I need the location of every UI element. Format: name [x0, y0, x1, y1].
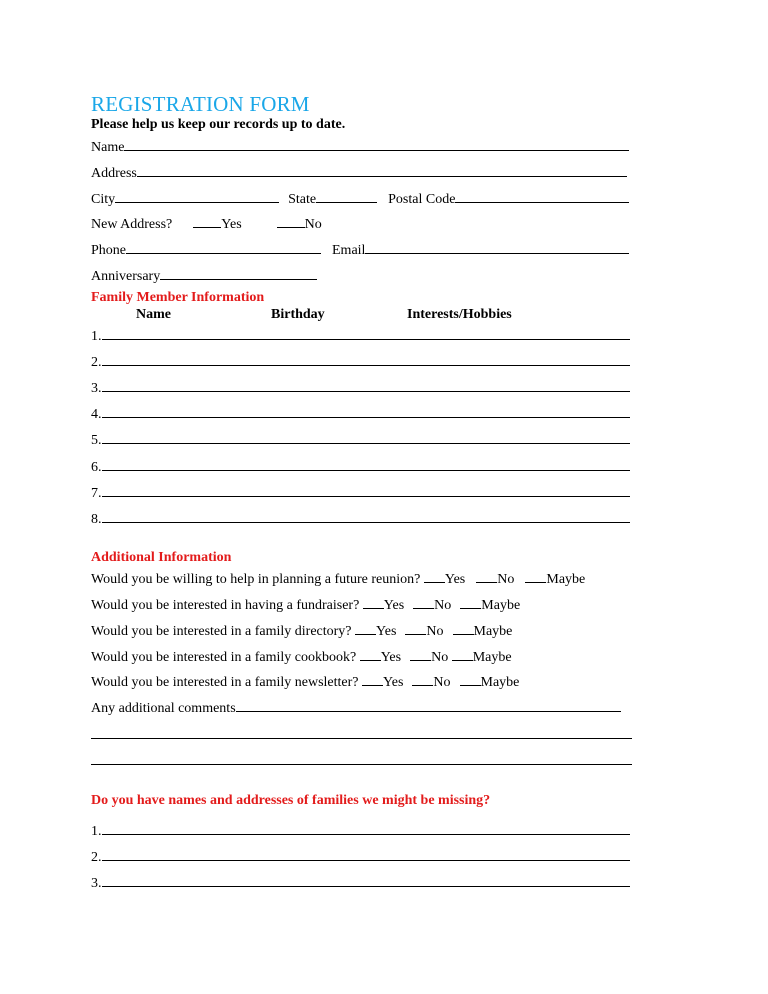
city-label: City [91, 192, 116, 207]
postal-code-label: Postal Code [388, 192, 456, 207]
family-row-number: 4. [91, 407, 102, 422]
missing-row [91, 872, 630, 890]
name-field[interactable] [124, 136, 629, 151]
newsletter-no-blank[interactable] [412, 671, 433, 686]
new-address-label: New Address? [91, 217, 173, 232]
family-row-field[interactable] [102, 377, 630, 392]
email-field[interactable] [365, 239, 629, 254]
newsletter-question-row [91, 671, 519, 689]
newsletter-yes-label: Yes [383, 675, 404, 690]
comments-row [91, 697, 621, 715]
cookbook-maybe-blank[interactable] [452, 646, 473, 661]
state-field[interactable] [316, 188, 377, 203]
family-row [91, 325, 630, 343]
family-row-field[interactable] [102, 325, 630, 340]
cookbook-question: Would you be interested in a family cookbook? [91, 650, 357, 665]
city-field[interactable] [115, 188, 279, 203]
form-title: REGISTRATION FORM [91, 92, 310, 116]
family-row-field[interactable] [102, 482, 630, 497]
directory-question-row [91, 620, 512, 638]
phone-label: Phone [91, 243, 126, 258]
directory-no-blank[interactable] [405, 620, 426, 635]
family-col-name: Name [136, 307, 171, 322]
anniversary-label: Anniversary [91, 269, 161, 284]
family-row-number: 2. [91, 355, 102, 370]
missing-row-field[interactable] [102, 846, 630, 861]
family-row-field[interactable] [102, 508, 630, 523]
phone-field[interactable] [126, 239, 321, 254]
additional-section-heading: Additional Information [91, 550, 232, 565]
cookbook-yes-label: Yes [380, 650, 402, 665]
reunion-yes-label: Yes [444, 572, 466, 587]
address-label: Address [91, 166, 137, 181]
reunion-question-row [91, 568, 585, 586]
fundraiser-no-label: No [434, 598, 452, 613]
cookbook-yes-blank[interactable] [360, 646, 381, 661]
directory-maybe-label: Maybe [473, 624, 513, 639]
fundraiser-question-row [91, 594, 520, 612]
reunion-question: Would you be willing to help in planning a future reunion? [91, 572, 421, 587]
new-address-yes-label: Yes [221, 217, 242, 232]
address-row [91, 162, 627, 180]
fundraiser-question: Would you be interested in having a fundraiser? [91, 598, 360, 613]
reunion-no-label: No [497, 572, 515, 587]
new-address-row [91, 213, 322, 231]
directory-question: Would you be interested in a family directory? [91, 624, 352, 639]
cookbook-maybe-label: Maybe [472, 650, 512, 665]
family-row-number: 3. [91, 381, 102, 396]
cookbook-question-row [91, 646, 512, 664]
cookbook-no-label: No [431, 650, 449, 665]
postal-code-field[interactable] [455, 188, 629, 203]
reunion-yes-blank[interactable] [424, 568, 445, 583]
anniversary-row [91, 265, 317, 283]
newsletter-no-label: No [433, 675, 451, 690]
newsletter-question: Would you be interested in a family newsletter? [91, 675, 359, 690]
newsletter-maybe-blank[interactable] [460, 671, 481, 686]
family-row [91, 403, 630, 421]
newsletter-maybe-label: Maybe [480, 675, 520, 690]
directory-yes-blank[interactable] [355, 620, 376, 635]
missing-row-field[interactable] [102, 872, 630, 887]
missing-row-number: 2. [91, 850, 102, 865]
family-row-field[interactable] [102, 456, 630, 471]
family-col-birthday: Birthday [271, 307, 325, 322]
phone-email-row [91, 239, 629, 257]
directory-maybe-blank[interactable] [453, 620, 474, 635]
city-state-postal-row [91, 188, 629, 206]
new-address-no-blank[interactable] [277, 213, 305, 228]
family-row-field[interactable] [102, 429, 630, 444]
missing-row-field[interactable] [102, 820, 630, 835]
missing-row [91, 846, 630, 864]
family-row-number: 6. [91, 460, 102, 475]
name-label: Name [91, 140, 125, 155]
reunion-no-blank[interactable] [476, 568, 497, 583]
missing-row [91, 820, 630, 838]
family-row-field[interactable] [102, 403, 630, 418]
fundraiser-maybe-blank[interactable] [460, 594, 481, 609]
family-row-number: 7. [91, 486, 102, 501]
newsletter-yes-blank[interactable] [362, 671, 383, 686]
reunion-maybe-blank[interactable] [525, 568, 546, 583]
cookbook-no-blank[interactable] [410, 646, 431, 661]
comments-label: Any additional comments [91, 701, 236, 716]
family-row [91, 508, 630, 526]
new-address-yes-blank[interactable] [193, 213, 221, 228]
name-row [91, 136, 629, 154]
family-row [91, 456, 630, 474]
comments-line-3[interactable] [91, 750, 632, 765]
family-row [91, 482, 630, 500]
missing-row-number: 1. [91, 824, 102, 839]
state-label: State [288, 192, 317, 207]
new-address-no-label: No [304, 217, 322, 232]
fundraiser-yes-blank[interactable] [363, 594, 384, 609]
comments-field[interactable] [236, 697, 621, 712]
missing-row-number: 3. [91, 876, 102, 891]
anniversary-field[interactable] [160, 265, 317, 280]
form-subtitle: Please help us keep our records up to date. [91, 117, 346, 132]
fundraiser-no-blank[interactable] [413, 594, 434, 609]
directory-no-label: No [426, 624, 444, 639]
family-row [91, 429, 630, 447]
address-field[interactable] [137, 162, 627, 177]
family-col-interests: Interests/Hobbies [407, 307, 512, 322]
fundraiser-yes-label: Yes [383, 598, 405, 613]
reunion-maybe-label: Maybe [546, 572, 586, 587]
comments-line-2[interactable] [91, 724, 632, 739]
directory-yes-label: Yes [376, 624, 397, 639]
family-row-number: 8. [91, 512, 102, 527]
family-row-number: 5. [91, 433, 102, 448]
family-section-heading: Family Member Information [91, 290, 265, 305]
family-row [91, 351, 630, 369]
family-row-field[interactable] [102, 351, 630, 366]
family-row [91, 377, 630, 395]
family-row-number: 1. [91, 329, 102, 344]
email-label: Email [332, 243, 366, 258]
missing-section-heading: Do you have names and addresses of families we might be missing? [91, 793, 491, 808]
fundraiser-maybe-label: Maybe [481, 598, 521, 613]
